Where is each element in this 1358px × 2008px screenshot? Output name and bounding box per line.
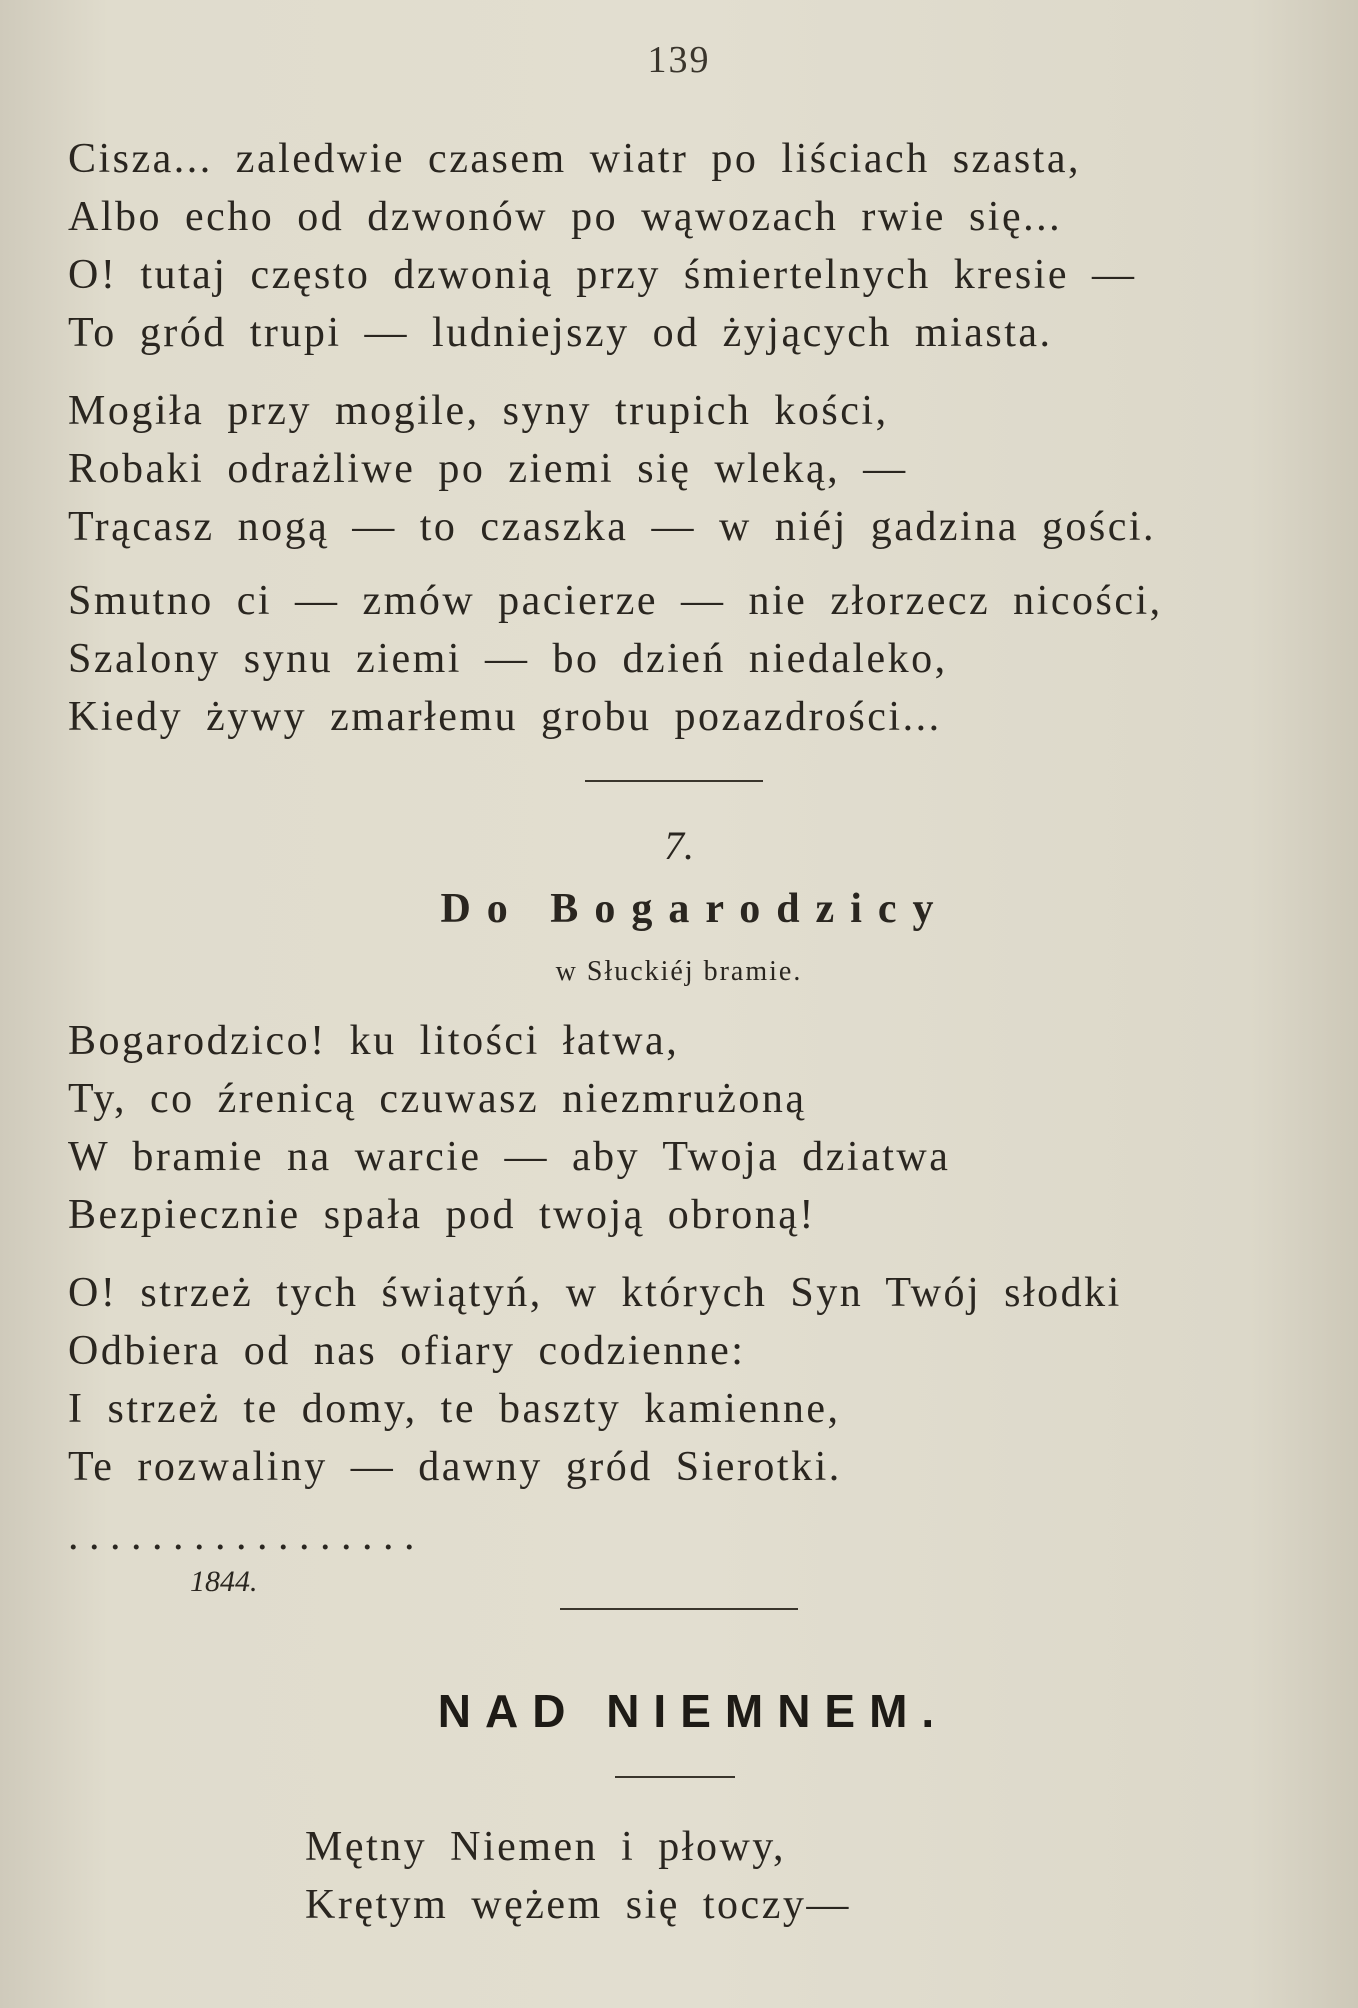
poem-line: Mogiła przy mogile, syny trupich kości, [68, 388, 889, 434]
stanza-5 [68, 1264, 1122, 1496]
stanza-3 [68, 572, 1163, 746]
poem-line: Albo echo od dzwonów po wąwozach rwie się... [68, 194, 1063, 240]
stanza-2 [68, 382, 1156, 556]
next-poem-title: NAD NIEMNEM. [437, 1685, 949, 1737]
poem-date: 1844. [190, 1565, 258, 1598]
poem-line: Ty, co źrenicą czuwasz niezmrużoną [68, 1076, 807, 1122]
poem-line: Mętny Niemen i płowy, [305, 1824, 787, 1870]
poem-line: Odbiera od nas ofiary codzienne: [68, 1328, 746, 1374]
poem-title: Do Bogarodzicy [440, 886, 950, 932]
poem-line: W bramie na warcie — aby Twoja dziatwa [68, 1134, 951, 1180]
page-number: 139 [647, 39, 711, 81]
poem-line: Szalony synu ziemi — bo dzień niedaleko, [68, 636, 948, 682]
poem-line: Trącasz nogą — to czaszka — w niéj gadzina gości. [68, 504, 1156, 550]
section-number: 7. [664, 823, 694, 868]
next-poem-stanza [305, 1818, 851, 1934]
poem-line: Bogarodzico! ku litości łatwa, [68, 1018, 680, 1064]
poem-line: I strzeż te domy, te baszty kamienne, [68, 1386, 841, 1432]
section-divider [585, 780, 763, 782]
poem-line: Robaki odrażliwe po ziemi się wleką, — [68, 446, 908, 492]
poem-line: Bezpiecznie spała pod twoją obroną! [68, 1192, 816, 1238]
stanza-4 [68, 1012, 950, 1244]
poem-line: To gród trupi — ludniejszy od żyjących miasta. [68, 310, 1053, 356]
section-divider [560, 1608, 798, 1610]
poem-line: Smutno ci — zmów pacierze — nie złorzecz nicości, [68, 578, 1163, 624]
poem-line: Cisza... zaledwie czasem wiatr po liściach szasta, [68, 136, 1081, 182]
title-underline [615, 1776, 735, 1778]
poem-line: Krętym wężem się toczy— [305, 1882, 851, 1928]
poem-line: Kiedy żywy zmarłemu grobu pozazdrości... [68, 694, 942, 740]
poem-subtitle: w Słuckiéj bramie. [555, 956, 803, 987]
poem-line: Te rozwaliny — dawny gród Sierotki. [68, 1444, 842, 1490]
poem-line: O! tutaj często dzwonią przy śmiertelnych kresie — [68, 252, 1137, 298]
ellipsis-dots: . . . . . . . . . . . . . . . . . [68, 1513, 415, 1559]
stanza-1 [68, 130, 1137, 362]
poem-line: O! strzeż tych świątyń, w których Syn Twój słodki [68, 1270, 1122, 1316]
